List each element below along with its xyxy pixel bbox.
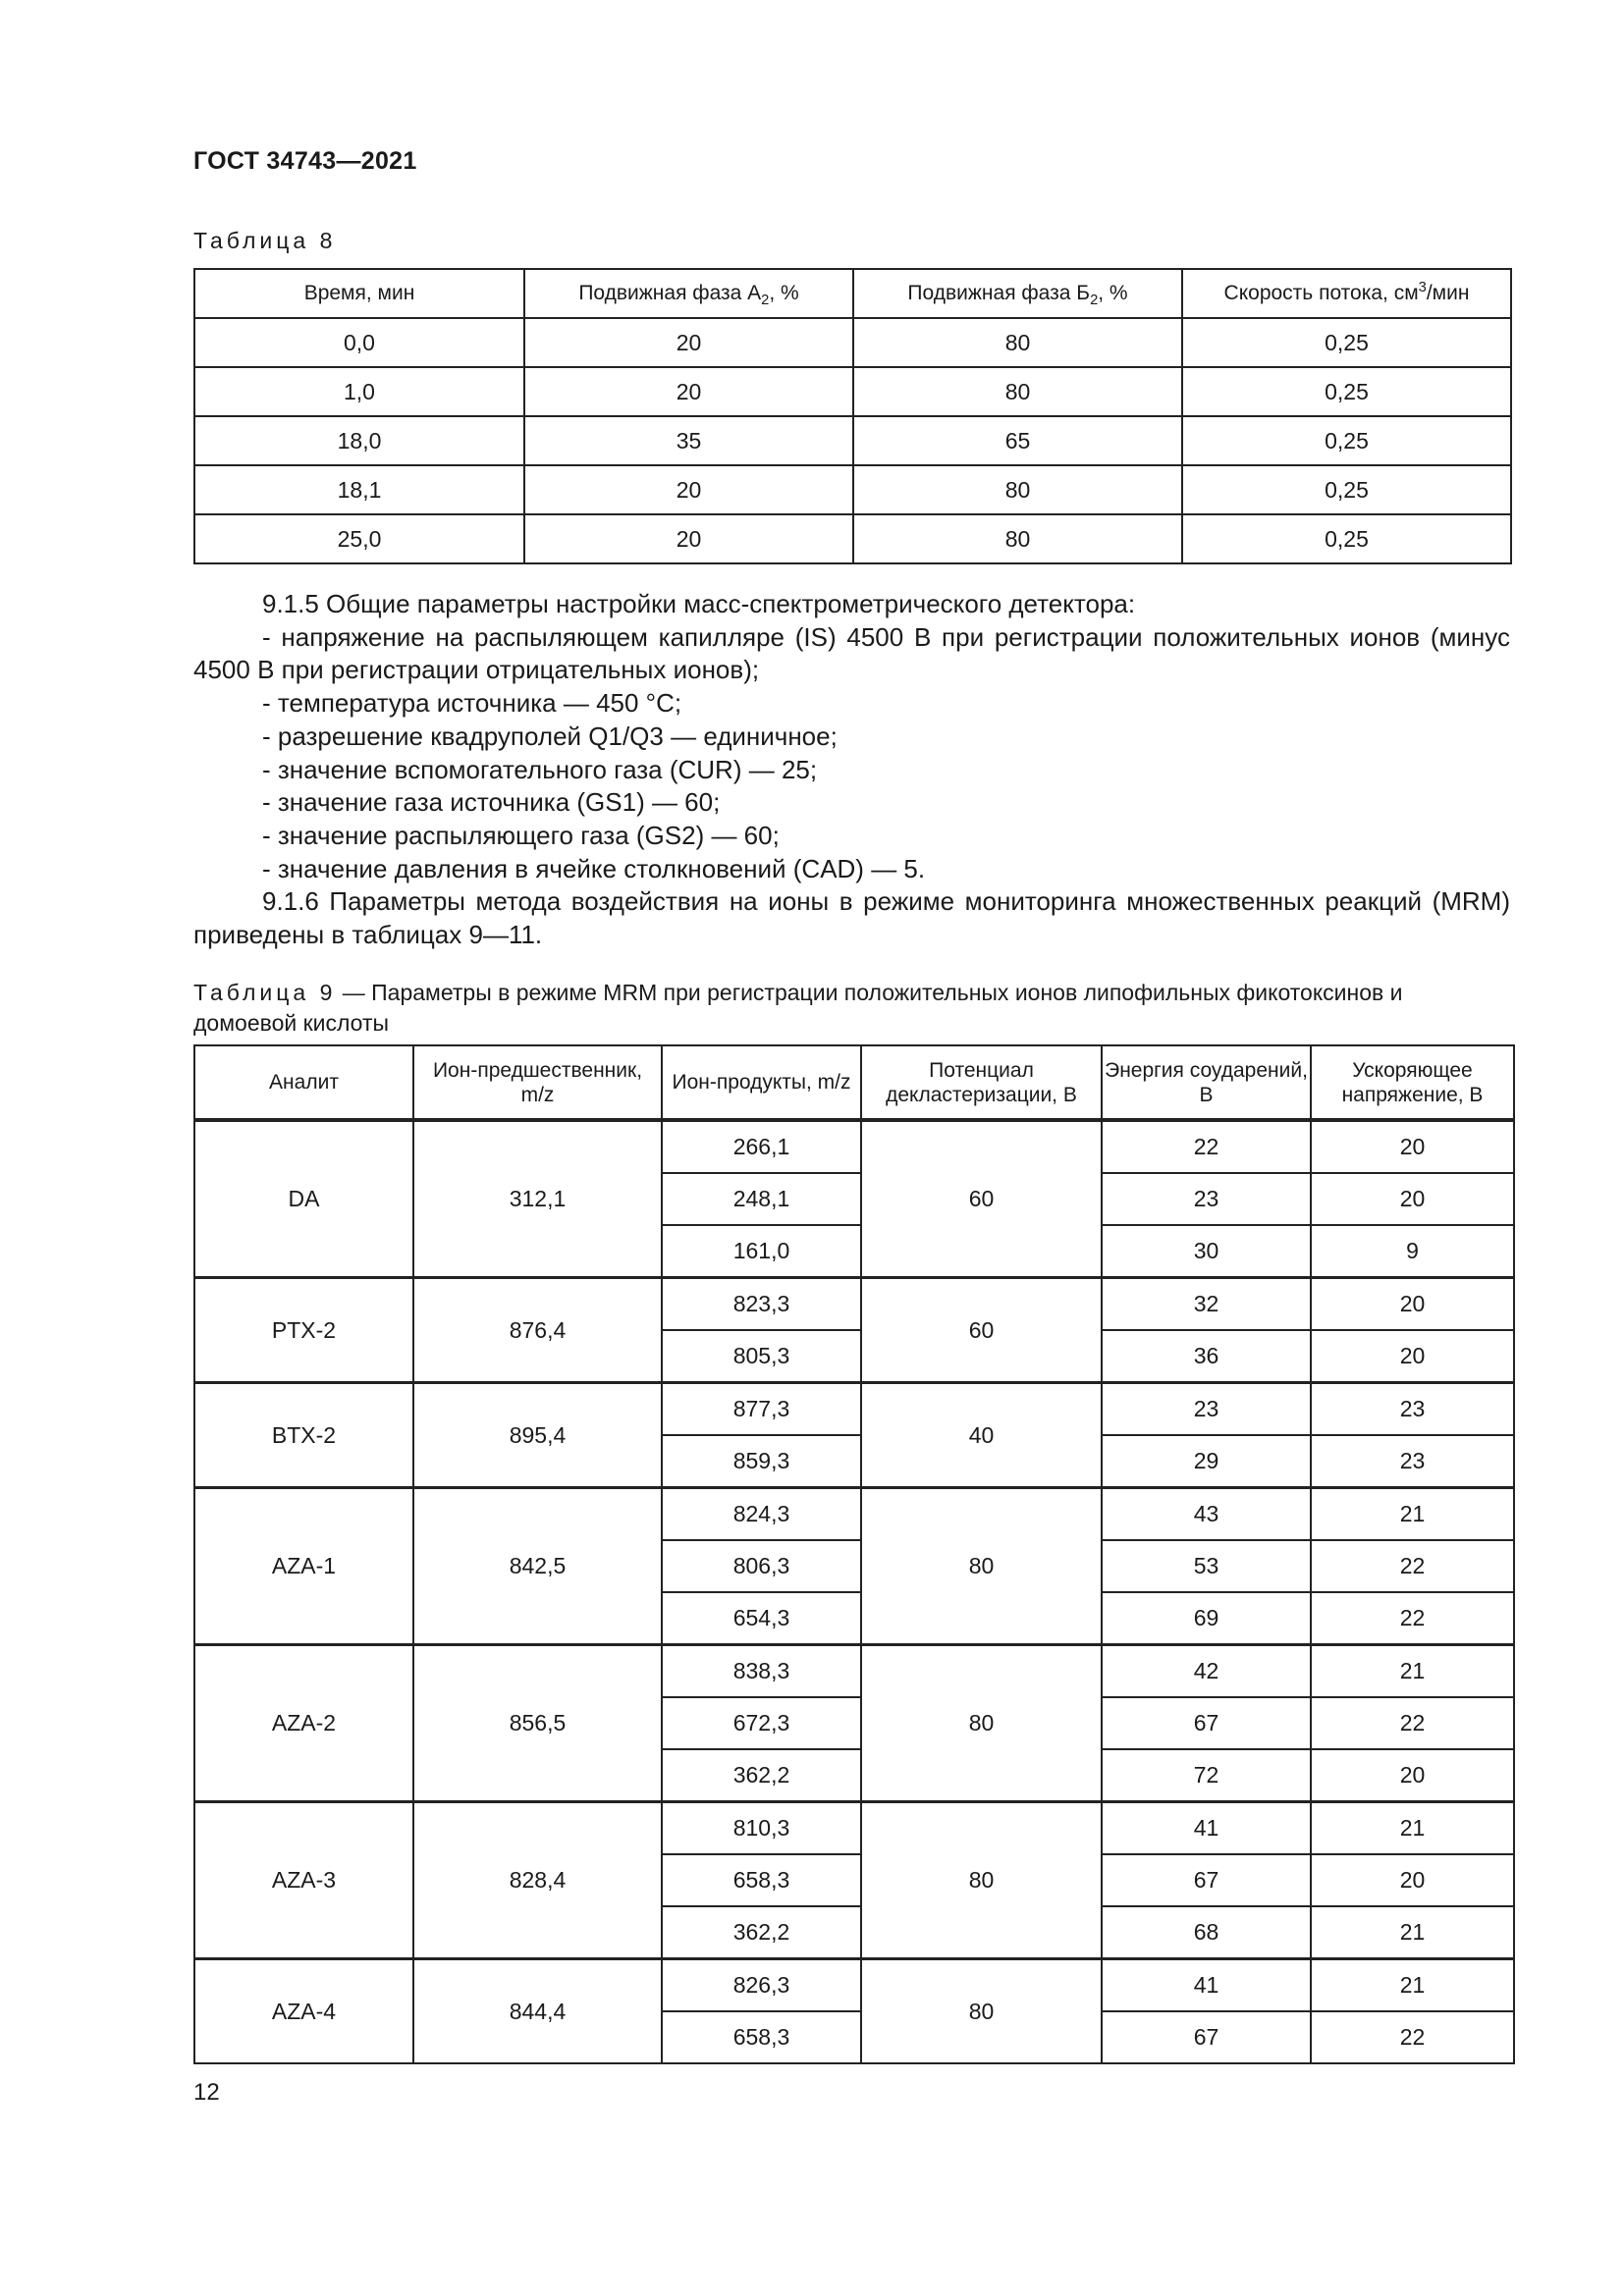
cell-precursor-ion: 842,5 xyxy=(413,1488,662,1645)
table-row xyxy=(194,1488,1514,1541)
cell-declustering-potential: 60 xyxy=(861,1278,1102,1383)
cell-collision-energy: 42 xyxy=(1102,1645,1311,1698)
cell-precursor-ion: 844,4 xyxy=(413,1959,662,2064)
table-row xyxy=(194,514,1511,563)
table-row xyxy=(194,367,1511,416)
cell-phase-a: 20 xyxy=(524,318,853,367)
list-item: - температура источника — 450 °С; xyxy=(262,688,682,719)
cell-phase-a: 35 xyxy=(524,416,853,465)
table-row xyxy=(194,416,1511,465)
cell-phase-b: 80 xyxy=(853,514,1182,563)
cell-phase-b: 80 xyxy=(853,367,1182,416)
table8-header-row xyxy=(194,269,1511,318)
cell-analyte: DA xyxy=(194,1120,413,1278)
cell-accelerating-voltage: 21 xyxy=(1311,1645,1514,1698)
header-flow-rate: Скорость потока, $см^3$/мин xyxy=(1182,269,1511,318)
header-collision-energy: Энергия соударений, В xyxy=(1102,1045,1311,1120)
cell-accelerating-voltage: 20 xyxy=(1311,1330,1514,1383)
cell-collision-energy: 41 xyxy=(1102,1959,1311,2012)
cell-collision-energy: 53 xyxy=(1102,1540,1311,1592)
cell-product-ion: 805,3 xyxy=(662,1330,861,1383)
table-row xyxy=(194,465,1511,514)
header-product-ions: Ион-продукты, m/z xyxy=(662,1045,861,1120)
cell-precursor-ion: 828,4 xyxy=(413,1802,662,1959)
cell-collision-energy: 69 xyxy=(1102,1592,1311,1645)
cell-phase-b: 80 xyxy=(853,465,1182,514)
cell-collision-energy: 67 xyxy=(1102,2011,1311,2063)
cell-product-ion: 826,3 xyxy=(662,1959,861,2012)
cell-product-ion: 806,3 xyxy=(662,1540,861,1592)
cell-analyte: PTX-2 xyxy=(194,1278,413,1383)
cell-product-ion: 810,3 xyxy=(662,1802,861,1855)
table9-caption-label: Таблица 9 xyxy=(193,980,337,1005)
table9-body xyxy=(194,1120,1514,2063)
cell-precursor-ion: 876,4 xyxy=(413,1278,662,1383)
cell-declustering-potential: 80 xyxy=(861,1488,1102,1645)
list-item: - значение вспомогательного газа (CUR) — 25; xyxy=(262,754,818,784)
cell-accelerating-voltage: 20 xyxy=(1311,1173,1514,1225)
list-item: - значение давления в ячейке столкновений (CAD) — 5. xyxy=(262,853,926,883)
table9-caption-text: — Параметры в режиме MRM при регистрации положительных ионов липофильных фикотоксинов и домоевой кислоты xyxy=(193,980,1403,1036)
cell-collision-energy: 36 xyxy=(1102,1330,1311,1383)
cell-time: 0,0 xyxy=(194,318,524,367)
cell-accelerating-voltage: 22 xyxy=(1311,1592,1514,1645)
cell-collision-energy: 23 xyxy=(1102,1383,1311,1436)
cell-flow-rate: 0,25 xyxy=(1182,465,1511,514)
cell-product-ion: 161,0 xyxy=(662,1225,861,1278)
cell-accelerating-voltage: 20 xyxy=(1311,1278,1514,1331)
cell-analyte: AZA-3 xyxy=(194,1802,413,1959)
cell-product-ion: 658,3 xyxy=(662,1854,861,1906)
cell-time: 25,0 xyxy=(194,514,524,563)
cell-phase-b: 80 xyxy=(853,318,1182,367)
cell-precursor-ion: 856,5 xyxy=(413,1645,662,1802)
header-phase-b: Подвижная фаза $Б_2$, % xyxy=(853,269,1182,318)
table-row xyxy=(194,1383,1514,1436)
cell-accelerating-voltage: 22 xyxy=(1311,2011,1514,2063)
cell-declustering-potential: 80 xyxy=(861,1959,1102,2064)
cell-accelerating-voltage: 20 xyxy=(1311,1120,1514,1173)
cell-flow-rate: 0,25 xyxy=(1182,514,1511,563)
cell-analyte: AZA-4 xyxy=(194,1959,413,2064)
cell-flow-rate: 0,25 xyxy=(1182,416,1511,465)
cell-flow-rate: 0,25 xyxy=(1182,367,1511,416)
cell-product-ion: 654,3 xyxy=(662,1592,861,1645)
list-item: - значение распыляющего газа (GS2) — 60; xyxy=(262,820,780,850)
cell-collision-energy: 29 xyxy=(1102,1435,1311,1488)
cell-analyte: AZA-2 xyxy=(194,1645,413,1802)
cell-accelerating-voltage: 21 xyxy=(1311,1488,1514,1541)
header-time: Время, мин xyxy=(194,269,524,318)
cell-accelerating-voltage: 21 xyxy=(1311,1959,1514,2012)
document-title: ГОСТ 34743—2021 xyxy=(193,147,417,175)
cell-declustering-potential: 80 xyxy=(861,1645,1102,1802)
list-item: - значение газа источника (GS1) — 60; xyxy=(262,787,721,818)
header-analyte: Аналит xyxy=(194,1045,413,1120)
table-row xyxy=(194,1959,1514,2012)
cell-accelerating-voltage: 22 xyxy=(1311,1540,1514,1592)
cell-phase-a: 20 xyxy=(524,514,853,563)
cell-accelerating-voltage: 9 xyxy=(1311,1225,1514,1278)
cell-phase-b: 65 xyxy=(853,416,1182,465)
cell-accelerating-voltage: 22 xyxy=(1311,1697,1514,1749)
cell-collision-energy: 67 xyxy=(1102,1697,1311,1749)
cell-collision-energy: 23 xyxy=(1102,1173,1311,1225)
cell-product-ion: 248,1 xyxy=(662,1173,861,1225)
cell-collision-energy: 68 xyxy=(1102,1906,1311,1959)
table-row xyxy=(194,1120,1514,1173)
table9-caption xyxy=(193,978,1510,1039)
header-accelerating-voltage: Ускоряющее напряжение, В xyxy=(1311,1045,1514,1120)
header-declustering-potential: Потенциал декластеризации, В xyxy=(861,1045,1102,1120)
cell-accelerating-voltage: 20 xyxy=(1311,1854,1514,1906)
cell-collision-energy: 22 xyxy=(1102,1120,1311,1173)
cell-collision-energy: 72 xyxy=(1102,1749,1311,1802)
list-item: - напряжение на распыляющем капилляре (IS) 4500 В при регистрации положительных ионов (минус 4500 В при регистрации отрицательных ионов); xyxy=(193,621,1510,685)
cell-accelerating-voltage: 21 xyxy=(1311,1802,1514,1855)
paragraph-9-1-6: 9.1.6 Параметры метода воздействия на ионы в режиме мониторинга множественных реакций (MRM) приведены в таблицах 9—11. xyxy=(193,886,1510,950)
cell-product-ion: 823,3 xyxy=(662,1278,861,1331)
cell-product-ion: 266,1 xyxy=(662,1120,861,1173)
page-number: 12 xyxy=(193,2079,220,2106)
cell-declustering-potential: 80 xyxy=(861,1802,1102,1959)
cell-product-ion: 658,3 xyxy=(662,2011,861,2063)
cell-collision-energy: 32 xyxy=(1102,1278,1311,1331)
cell-time: 18,1 xyxy=(194,465,524,514)
cell-collision-energy: 41 xyxy=(1102,1802,1311,1855)
cell-analyte: AZA-1 xyxy=(194,1488,413,1645)
list-item: - разрешение квадруполей Q1/Q3 — единичное; xyxy=(262,721,838,751)
section-text xyxy=(193,588,1510,952)
cell-product-ion: 859,3 xyxy=(662,1435,861,1488)
cell-accelerating-voltage: 23 xyxy=(1311,1383,1514,1436)
cell-precursor-ion: 312,1 xyxy=(413,1120,662,1278)
cell-product-ion: 362,2 xyxy=(662,1906,861,1959)
table-row xyxy=(194,1278,1514,1331)
table9-header-row xyxy=(194,1045,1514,1120)
table-row xyxy=(194,1645,1514,1698)
cell-product-ion: 362,2 xyxy=(662,1749,861,1802)
cell-collision-energy: 67 xyxy=(1102,1854,1311,1906)
cell-collision-energy: 30 xyxy=(1102,1225,1311,1278)
cell-time: 18,0 xyxy=(194,416,524,465)
table9 xyxy=(193,1044,1515,2064)
cell-analyte: BTX-2 xyxy=(194,1383,413,1488)
table-row xyxy=(194,1802,1514,1855)
paragraph-9-1-5: 9.1.5 Общие параметры настройки масс-спектрометрического детектора: xyxy=(262,589,1136,618)
cell-accelerating-voltage: 21 xyxy=(1311,1906,1514,1959)
cell-product-ion: 672,3 xyxy=(662,1697,861,1749)
cell-phase-a: 20 xyxy=(524,367,853,416)
cell-time: 1,0 xyxy=(194,367,524,416)
cell-precursor-ion: 895,4 xyxy=(413,1383,662,1488)
cell-collision-energy: 43 xyxy=(1102,1488,1311,1541)
cell-accelerating-voltage: 23 xyxy=(1311,1435,1514,1488)
cell-product-ion: 824,3 xyxy=(662,1488,861,1541)
cell-declustering-potential: 60 xyxy=(861,1120,1102,1278)
cell-product-ion: 877,3 xyxy=(662,1383,861,1436)
table8-caption: Таблица 8 xyxy=(193,228,337,253)
header-precursor-ion: Ион-предшественник, m/z xyxy=(413,1045,662,1120)
cell-accelerating-voltage: 20 xyxy=(1311,1749,1514,1802)
cell-flow-rate: 0,25 xyxy=(1182,318,1511,367)
table-row xyxy=(194,318,1511,367)
cell-phase-a: 20 xyxy=(524,465,853,514)
cell-declustering-potential: 40 xyxy=(861,1383,1102,1488)
table8 xyxy=(193,268,1512,564)
header-phase-a: Подвижная фаза $А_2$, % xyxy=(524,269,853,318)
cell-product-ion: 838,3 xyxy=(662,1645,861,1698)
